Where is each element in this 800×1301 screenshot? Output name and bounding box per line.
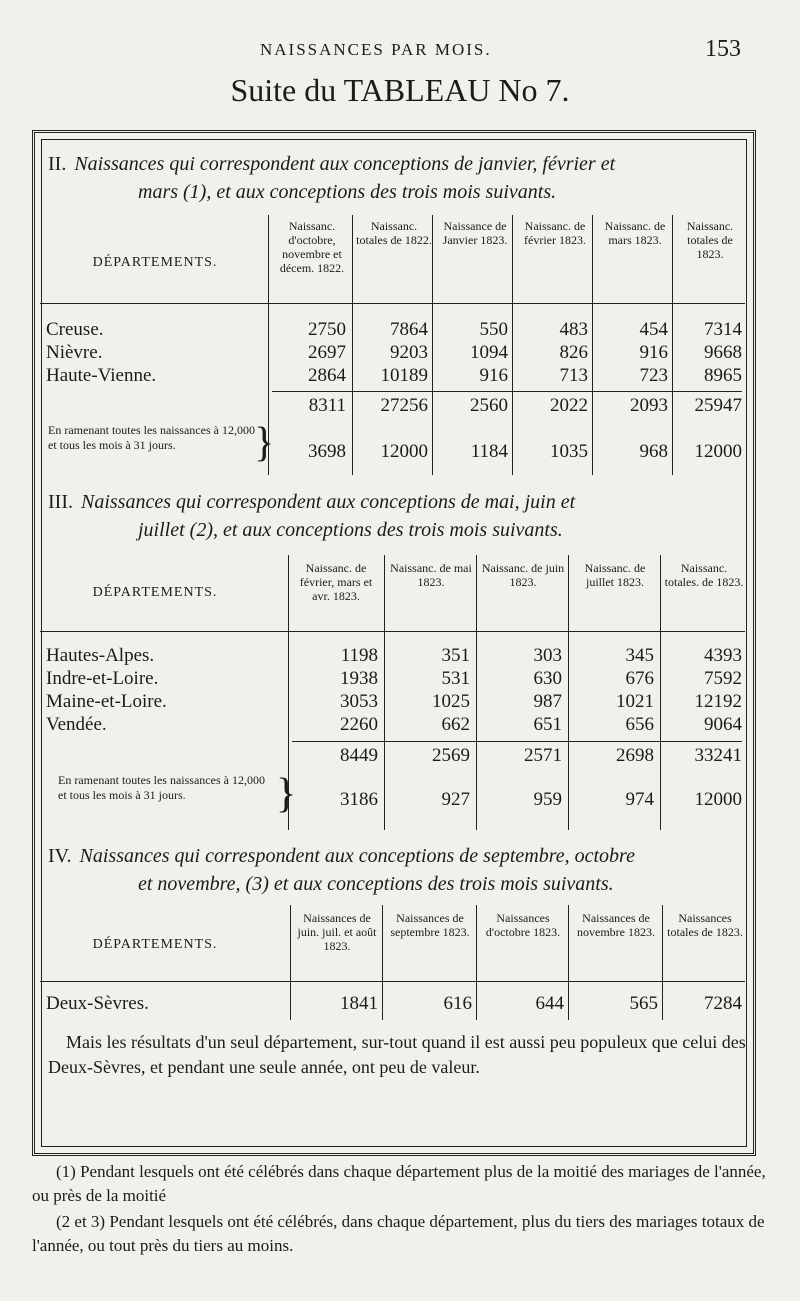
section-iii-table — [40, 555, 745, 830]
table-cell: 7864 — [390, 319, 428, 340]
column-header: Naissances totales de 1823. — [667, 911, 743, 939]
table-cell: 12192 — [694, 691, 742, 712]
total-cell: 25947 — [694, 395, 742, 416]
section-iv-heading: IV. Naissances qui correspondent aux conceptions de septembre, octobre et novembre, (3) et aux conceptions des trois mois suivants. — [48, 845, 635, 895]
ramene-cell: 3698 — [308, 441, 346, 462]
total-cell: 27256 — [380, 395, 428, 416]
table-cell: 826 — [559, 342, 588, 363]
table-cell: 1938 — [340, 668, 378, 689]
table-cell: 616 — [443, 993, 472, 1014]
table-cell: 4393 — [704, 645, 742, 666]
table-cell: 7284 — [704, 993, 742, 1014]
table-cell: 483 — [559, 319, 588, 340]
ramene-cell: 974 — [625, 789, 654, 810]
running-title: NAISSANCES PAR MOIS. — [260, 40, 492, 59]
section-ii-table — [40, 215, 745, 475]
total-cell: 2560 — [470, 395, 508, 416]
table-cell: 1198 — [340, 645, 378, 666]
table-cell: 916 — [479, 365, 508, 386]
table-cell: 565 — [629, 993, 658, 1014]
dept-header: DÉPARTEMENTS. — [92, 585, 218, 600]
footnote: (2 et 3) Pendant lesquels ont été célébrés, dans chaque département, plus du tiers des mariages totaux de l'année, ou tout près du tiers au moins. — [32, 1212, 765, 1255]
table-cell: 713 — [559, 365, 588, 386]
page-title: Suite du TABLEAU No 7. — [230, 72, 570, 108]
column-header: Naissanc. de février, mars et avr. 1823. — [299, 561, 373, 603]
column-header: Naissanc. totales de 1823. — [686, 219, 734, 261]
column-header: Naissances de septembre 1823. — [390, 911, 470, 939]
table-cell: 10189 — [380, 365, 428, 386]
column-header: Naissanc. totales de 1822. — [356, 219, 432, 247]
brace-icon: } — [254, 420, 275, 466]
column-header: Naissanc. de juin 1823. — [481, 561, 565, 589]
table-cell: 651 — [533, 714, 562, 735]
table-cell: 676 — [625, 668, 654, 689]
table-cell: 7314 — [704, 319, 742, 340]
dept-name: Indre-et-Loire. — [46, 668, 159, 689]
dept-name: Creuse. — [46, 319, 104, 340]
column-header: Naissanc. de février 1823. — [524, 219, 586, 247]
dept-name: Haute-Vienne. — [46, 365, 157, 386]
total-cell: 2571 — [524, 745, 562, 766]
table-cell: 7592 — [704, 668, 742, 689]
section-iv-table — [40, 905, 745, 1020]
total-cell: 8449 — [340, 745, 378, 766]
column-header: Naissanc. d'octobre, novembre et décem. 1822. — [279, 219, 345, 275]
table-cell: 454 — [639, 319, 668, 340]
dept-name: Nièvre. — [46, 342, 103, 363]
total-cell: 8311 — [308, 395, 346, 416]
table-cell: 987 — [533, 691, 562, 712]
ramene-cell: 1184 — [470, 441, 508, 462]
ramene-cell: 968 — [639, 441, 668, 462]
column-header: Naissanc. de mars 1823. — [604, 219, 666, 247]
column-header: Naissanc. de juillet 1823. — [584, 561, 646, 589]
ramene-cell: 12000 — [380, 441, 428, 462]
ramene-cell: 927 — [441, 789, 470, 810]
dept-name: Maine-et-Loire. — [46, 691, 167, 712]
table-cell: 656 — [625, 714, 654, 735]
section-ii-heading: II. Naissances qui correspondent aux conceptions de janvier, février et mars (1), et aux conceptions des trois mois suivants. — [48, 153, 616, 203]
column-header: Naissances de juin. juil. et août 1823. — [297, 911, 377, 953]
table-cell: 2864 — [308, 365, 346, 386]
table-cell: 345 — [625, 645, 654, 666]
table-cell: 1094 — [470, 342, 508, 363]
section-iii-heading: III. Naissances qui correspondent aux conceptions de mai, juin et juillet (2), et aux conceptions des trois mois suivants. — [48, 491, 576, 541]
dept-name: Hautes-Alpes. — [46, 645, 155, 666]
total-cell: 2698 — [616, 745, 654, 766]
table-cell: 1025 — [432, 691, 470, 712]
ramene-note: En ramenant toutes les naissances à 12,000 et tous les mois à 31 jours. — [48, 423, 255, 452]
total-cell: 2569 — [432, 745, 470, 766]
table-cell: 916 — [639, 342, 668, 363]
brace-icon: } — [276, 771, 297, 817]
table-cell: 9064 — [704, 714, 742, 735]
table-cell: 2750 — [308, 319, 346, 340]
table-cell: 662 — [441, 714, 470, 735]
ramene-cell: 12000 — [694, 441, 742, 462]
column-header: Naissances d'octobre 1823. — [485, 911, 561, 939]
table-cell: 1021 — [616, 691, 654, 712]
table-cell: 351 — [441, 645, 470, 666]
table-cell: 2260 — [340, 714, 378, 735]
dept-header: DÉPARTEMENTS. — [92, 255, 218, 270]
table-cell: 723 — [639, 365, 668, 386]
column-header: Naissance de Janvier 1823. — [442, 219, 508, 247]
table-cell: 303 — [533, 645, 562, 666]
footnote: (1) Pendant lesquels ont été célébrés dans chaque département plus de la moitié des mariages de l'année, ou près de la moitié — [32, 1162, 766, 1205]
ramene-cell: 12000 — [694, 789, 742, 810]
ramene-note: En ramenant toutes les naissances à 12,000 et tous les mois à 31 jours. — [58, 773, 265, 802]
ramene-cell: 3186 — [340, 789, 378, 810]
total-cell: 33241 — [694, 745, 742, 766]
page-number: 153 — [705, 36, 741, 62]
column-header: Naissances de novembre 1823. — [577, 911, 655, 939]
total-cell: 2093 — [630, 395, 668, 416]
table-cell: 630 — [533, 668, 562, 689]
table-cell: 550 — [479, 319, 508, 340]
table-cell: 1841 — [340, 993, 378, 1014]
table-cell: 9203 — [390, 342, 428, 363]
column-header: Naissanc. de mai 1823. — [390, 561, 472, 589]
closing-paragraph: Mais les résultats d'un seul département, sur-tout quand il est aussi peu populeux que celui des Deux-Sèvres, et pendant une seule année, ont peu de valeur. — [48, 1032, 746, 1077]
dept-name: Vendée. — [46, 714, 107, 735]
table-cell: 9668 — [704, 342, 742, 363]
dept-name: Deux-Sèvres. — [46, 993, 149, 1014]
column-header: Naissanc. totales. de 1823. — [664, 561, 744, 589]
table-cell: 8965 — [704, 365, 742, 386]
ramene-cell: 959 — [533, 789, 562, 810]
table-cell: 2697 — [308, 342, 346, 363]
table-cell: 644 — [535, 993, 564, 1014]
dept-header: DÉPARTEMENTS. — [92, 937, 218, 952]
table-cell: 531 — [441, 668, 470, 689]
ramene-cell: 1035 — [550, 441, 588, 462]
total-cell: 2022 — [550, 395, 588, 416]
table-cell: 3053 — [340, 691, 378, 712]
